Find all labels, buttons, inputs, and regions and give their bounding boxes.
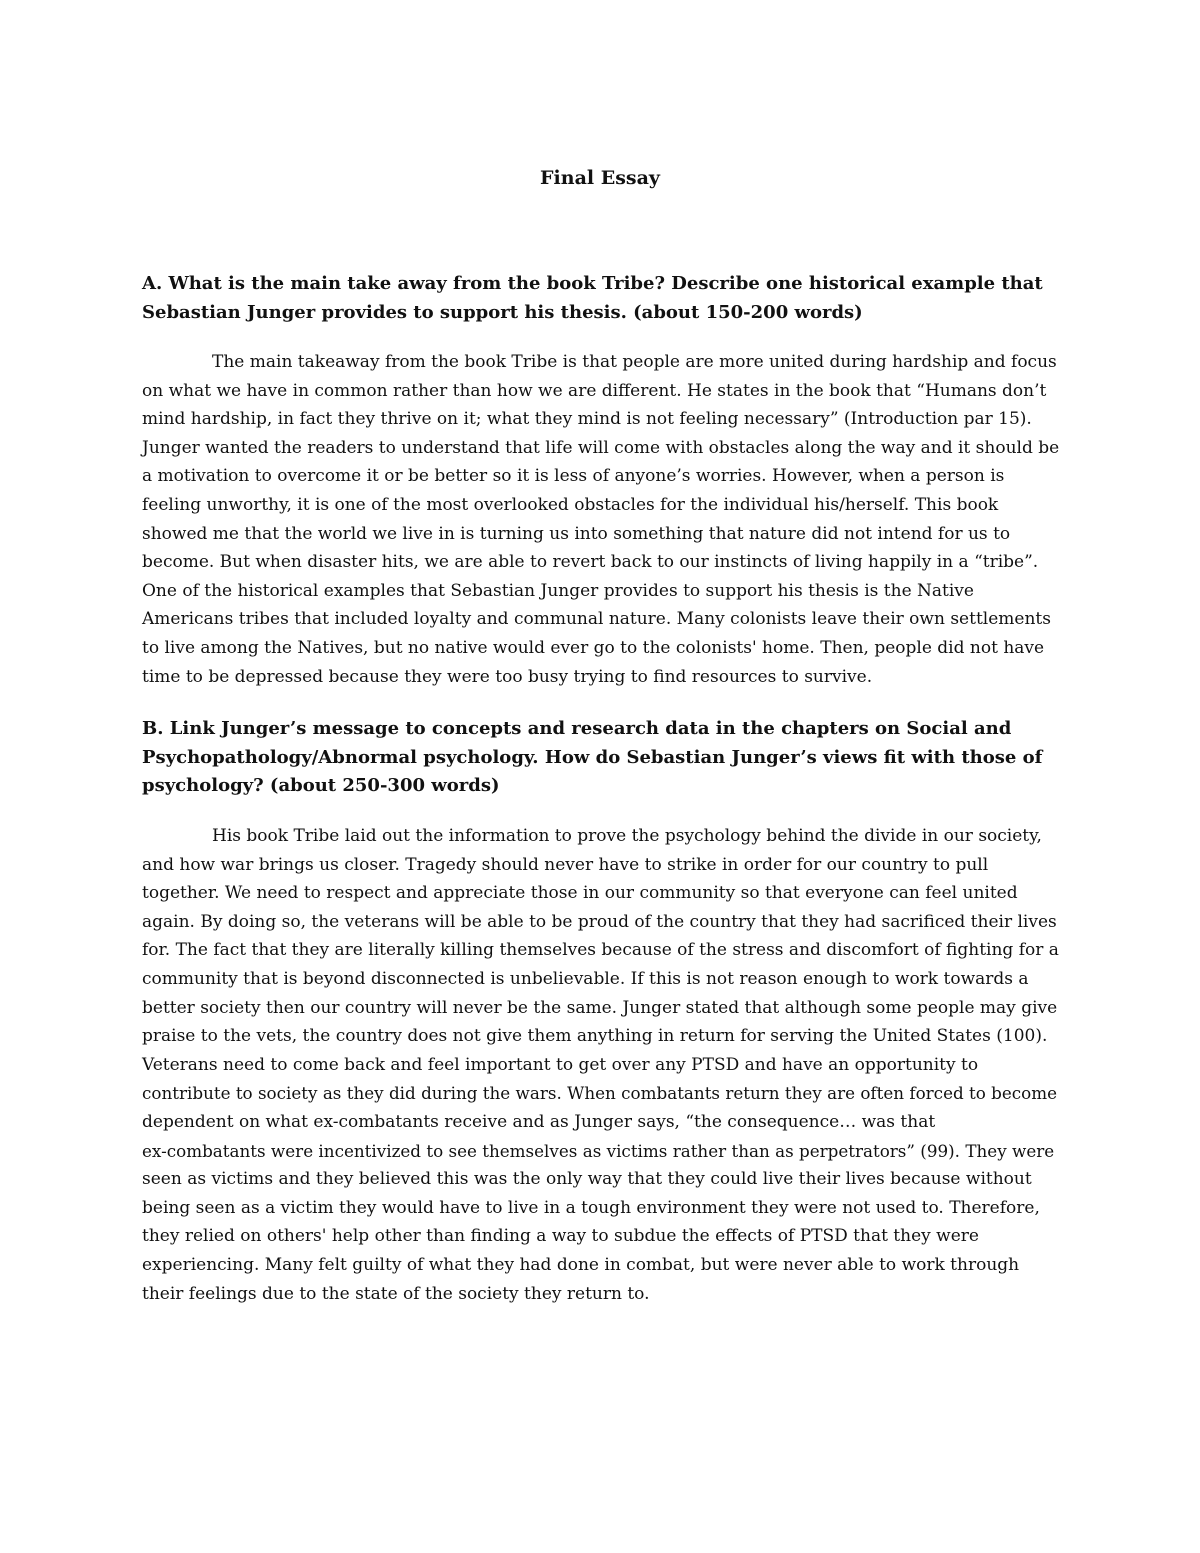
answer-b-line: together. We need to respect and appreciate those in our community so that everyone can feel united [142,883,1018,904]
answer-b-line: for. The fact that they are literally killing themselves because of the stress and discomfort of fighting for a [142,940,1059,961]
answer-a-line: The main takeaway from the book Tribe is that people are more united during hardship and focus [212,352,1057,372]
answer-a-line: a motivation to overcome it or be better so it is less of anyone’s worries. However, when a person is [142,466,1005,487]
answer-b-line: experiencing. Many felt guilty of what they had done in combat, but were never able to work through [142,1254,1020,1275]
answer-b [142,822,1062,1308]
answer-a-line: One of the historical examples that Sebastian Junger provides to support his thesis is the Native [142,580,974,601]
answer-b-line: Veterans need to come back and feel important to get over any PTSD and have an opportunity to [142,1054,979,1075]
answer-a-line: time to be depressed because they were too busy trying to find resources to survive. [142,666,873,687]
answer-b-line: being seen as a victim they would have to live in a tough environment they were not used to. Therefore, [142,1197,1040,1218]
question-a [142,270,1072,327]
question-a-line: Sebastian Junger provides to support his thesis. (about 150-200 words) [142,301,863,323]
document-title: Final Essay [540,167,660,189]
answer-b-line: dependent on what ex-combatants receive and as Junger says, “the consequence… was that [142,1111,936,1132]
answer-b-line: His book Tribe laid out the information to prove the psychology behind the divide in our society, [212,826,1042,846]
question-b [142,715,1072,801]
answer-a-line: Junger wanted the readers to understand that life will come with obstacles along the way and it should be [142,437,1060,458]
question-b-line: Psychopathology/Abnormal psychology. How do Sebastian Junger’s views fit with those of [142,746,1043,768]
question-b-line: psychology? (about 250-300 words) [142,775,500,796]
answer-b-line: and how war brings us closer. Tragedy should never have to strike in order for our country to pull [142,854,989,875]
answer-b-line: contribute to society as they did during the wars. When combatants return they are often forced to become [142,1083,1058,1104]
answer-a [142,348,1062,691]
answer-a-line: Americans tribes that included loyalty and communal nature. Many colonists leave their own settlements [142,609,1051,630]
answer-a-line: mind hardship, in fact they thrive on it; what they mind is not feeling necessary” (Introduction par 15). [142,409,1032,430]
answer-b-line: again. By doing so, the veterans will be able to be proud of the country that they had sacrificed their lives [142,911,1057,932]
answer-b-line: they relied on others' help other than finding a way to subdue the effects of PTSD that they were [142,1226,979,1247]
answer-a-line: become. But when disaster hits, we are able to revert back to our instincts of living happily in a “tribe”. [142,552,1039,573]
answer-b-line: praise to the vets, the country does not give them anything in return for serving the United States (100). [142,1026,1048,1047]
answer-b-line: their feelings due to the state of the society they return to. [142,1283,650,1304]
answer-a-line: showed me that the world we live in is turning us into something that nature did not intend for us to [142,523,1011,544]
answer-a-line: to live among the Natives, but no native would ever go to the colonists' home. Then, people did not have [142,637,1045,658]
answer-b-line: seen as victims and they believed this was the only way that they could live their lives because without [142,1169,1032,1190]
answer-a-line: on what we have in common rather than how we are different. He states in the book that “Humans don’t [142,380,1047,401]
answer-b-line: better society then our country will never be the same. Junger stated that although some people may give [142,997,1058,1018]
question-a-line: A. What is the main take away from the book Tribe? Describe one historical example that [142,273,1043,294]
answer-a-line: feeling unworthy, it is one of the most overlooked obstacles for the individual his/herself. This book [142,494,999,515]
answer-b-line: community that is beyond disconnected is unbelievable. If this is not reason enough to work towards a [142,968,1029,989]
question-b-line: B. Link Junger’s message to concepts and research data in the chapters on Social and [142,718,1012,739]
answer-b-line: ex-combatants were incentivized to see themselves as victims rather than as perpetrators” (99). They were [142,1140,1055,1161]
